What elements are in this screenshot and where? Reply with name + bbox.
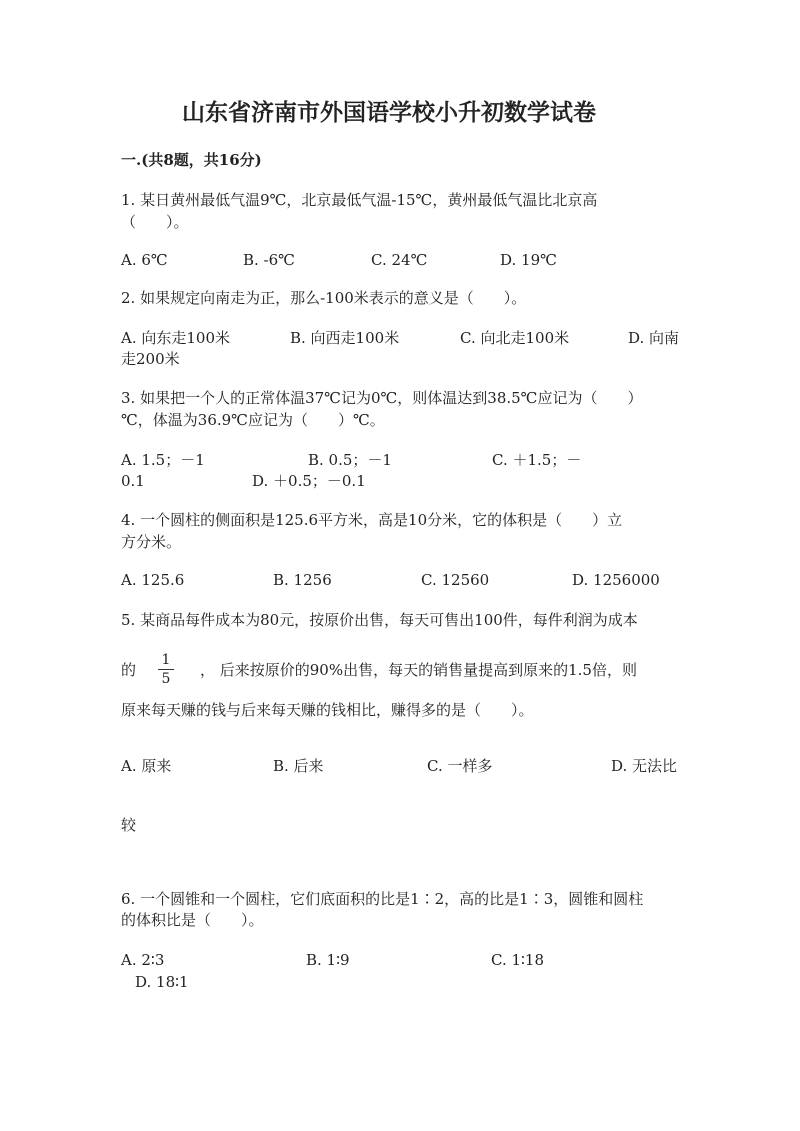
question-text: 2. 如果规定向南走为正，那么-100米表示的意义是（ ）。 bbox=[121, 289, 527, 307]
option-d[interactable]: D. 无法比 bbox=[611, 757, 678, 775]
option-b[interactable]: B. 后来 bbox=[273, 757, 324, 775]
question-text: （ ）。 bbox=[121, 213, 189, 231]
question-text: ， 后来按原价的90%出售，每天的销售量提高到原来的1.5倍，则 bbox=[200, 661, 637, 679]
fraction-denominator: 5 bbox=[161, 671, 171, 687]
option-a[interactable]: A. 125.6 bbox=[121, 571, 185, 589]
question-text: 方分米。 bbox=[121, 533, 182, 551]
option-c[interactable]: C. 一样多 bbox=[427, 757, 493, 775]
option-d[interactable]: D. 1256000 bbox=[572, 571, 660, 589]
question-text: 1. 某日黄州最低气温9℃，北京最低气温-15℃，黄州最低气温比北京高 bbox=[121, 191, 598, 209]
option-b[interactable]: B. 向西走100米 bbox=[290, 329, 400, 347]
option-d[interactable]: D. ＋0.5；－0.1 bbox=[252, 472, 366, 490]
option-a[interactable]: A. 向东走100米 bbox=[121, 329, 230, 347]
option-b[interactable]: B. -6℃ bbox=[243, 251, 295, 269]
option-b[interactable]: B. 0.5；－1 bbox=[308, 451, 392, 469]
option-d[interactable]: D. 19℃ bbox=[500, 251, 557, 269]
question-text: 5. 某商品每件成本为80元，按原价出售，每天可售出100件，每件利润为成本 bbox=[121, 611, 638, 629]
question-text: 3. 如果把一个人的正常体温37℃记为0℃，则体温达到38.5℃应记为（ ） bbox=[121, 389, 643, 407]
option-a[interactable]: A. 6℃ bbox=[121, 251, 168, 269]
option-c[interactable]: C. ＋1.5；－ bbox=[492, 451, 582, 469]
option-d[interactable]: D. 18∶1 bbox=[135, 973, 189, 991]
option-a[interactable]: A. 1.5；－1 bbox=[121, 451, 205, 469]
page-title: 山东省济南市外国语学校小升初数学试卷 bbox=[182, 99, 596, 126]
question-text: ℃，体温为36.9℃应记为（ ）℃。 bbox=[121, 411, 385, 429]
option-a[interactable]: A. 原来 bbox=[121, 757, 172, 775]
question-text: 原来每天赚的钱与后来每天赚的钱相比，赚得多的是（ ）。 bbox=[121, 701, 534, 719]
option-c[interactable]: C. 12560 bbox=[421, 571, 490, 589]
option-c[interactable]: C. 1∶18 bbox=[491, 951, 545, 969]
question-text: 4. 一个圆柱的侧面积是125.6平方米，高是10分米，它的体积是（ ）立 bbox=[121, 511, 623, 529]
question-text: 的 bbox=[121, 661, 137, 679]
option-d[interactable]: D. 向南 bbox=[628, 329, 680, 347]
question-text: 的体积比是（ ）。 bbox=[121, 911, 264, 929]
option-c[interactable]: C. 24℃ bbox=[371, 251, 428, 269]
option-b[interactable]: B. 1∶9 bbox=[306, 951, 350, 969]
section-heading: 一.(共8题，共16分) bbox=[121, 151, 262, 169]
fraction-numerator: 1 bbox=[158, 652, 174, 670]
question-text: 6. 一个圆锥和一个圆柱，它们底面积的比是1∶2，高的比是1∶3，圆锥和圆柱 bbox=[121, 890, 644, 908]
option-d-wrap: 走200米 bbox=[121, 350, 180, 368]
option-d-wrap: 较 bbox=[121, 816, 137, 834]
option-b[interactable]: B. 1256 bbox=[273, 571, 332, 589]
option-c[interactable]: C. 向北走100米 bbox=[460, 329, 570, 347]
option-c-wrap: 0.1 bbox=[121, 472, 145, 490]
option-a[interactable]: A. 2∶3 bbox=[121, 951, 165, 969]
fraction-one-fifth bbox=[158, 652, 174, 687]
